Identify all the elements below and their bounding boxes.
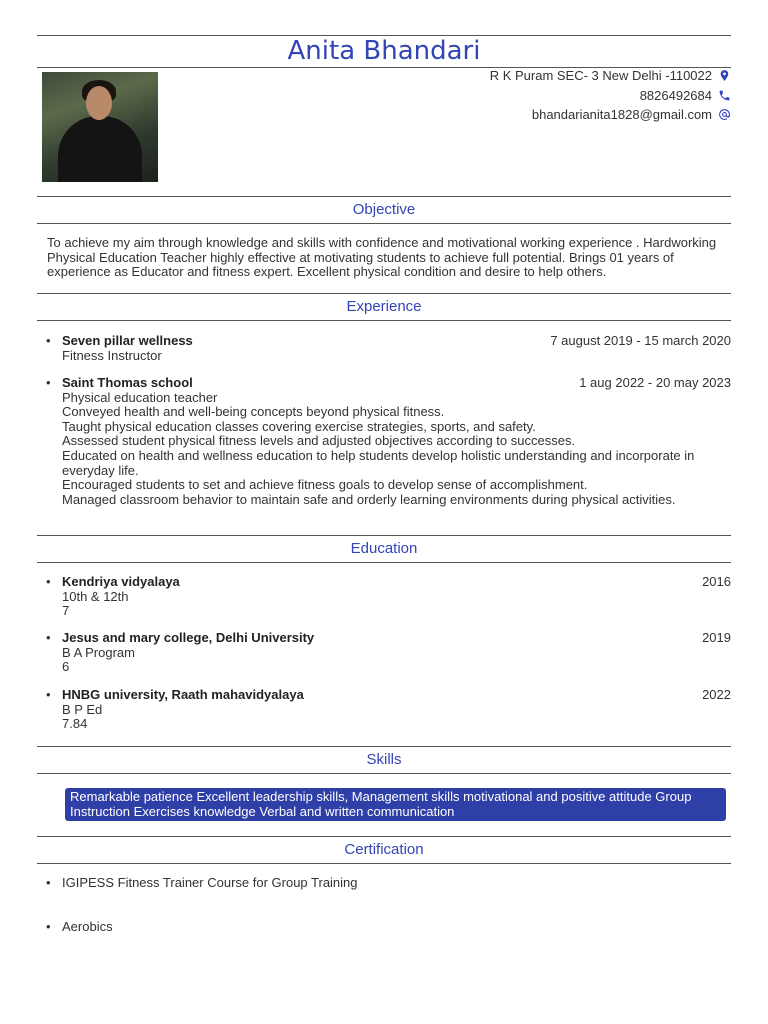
candidate-name: Anita Bhandari xyxy=(287,36,481,66)
experience-item xyxy=(46,333,731,363)
education-score: 6 xyxy=(62,659,70,675)
education-bottom-rule xyxy=(37,562,731,563)
certification-item xyxy=(46,919,731,935)
education-score: 7.84 xyxy=(62,716,88,732)
experience-detail: Conveyed health and well-being concepts beyond physical fitness. xyxy=(62,404,445,420)
experience-dates: 1 aug 2022 - 20 may 2023 xyxy=(579,375,731,390)
education-heading: Education xyxy=(350,540,418,557)
objective-text: To achieve my aim through knowledge and skills with confidence and motivational working experience . Hardworking Physical Education Teacher highly effective at motivating students to achieve full potential. Brings 01 years of experience as Educator and fitness expert. Excellent physical condition and desire to help others. xyxy=(47,235,717,280)
contact-email xyxy=(532,105,731,123)
bullet: • xyxy=(46,919,51,934)
profile-photo xyxy=(42,72,158,182)
skills-box: Remarkable patience Excellent leadership skills, Management skills motivational and positive attitude Group Instruction Exercises knowledge Verbal and written communication xyxy=(65,788,726,821)
education-year: 2016 xyxy=(702,574,731,589)
education-school: Kendriya vidyalaya xyxy=(62,574,180,589)
experience-detail: Assessed student physical fitness levels and adjusted objectives according to successes. xyxy=(62,433,576,449)
certification-item xyxy=(46,875,731,891)
experience-detail: Educated on health and wellness education to help students develop holistic understanding and incorporate in everyday life. xyxy=(62,447,695,478)
certification-label: Aerobics xyxy=(62,919,113,934)
at-icon xyxy=(718,108,731,121)
experience-role: Fitness Instructor xyxy=(62,347,162,363)
contact-phone xyxy=(640,86,731,104)
bullet: • xyxy=(46,630,51,645)
phone-text: 8826492684 xyxy=(639,87,712,103)
experience-org: Saint Thomas school xyxy=(62,375,193,390)
experience-detail: Taught physical education classes covering exercise strategies, sports, and safety. xyxy=(62,418,536,434)
experience-role: Physical education teacher xyxy=(62,389,218,405)
education-program: 10th & 12th xyxy=(62,588,129,604)
objective-bottom-rule xyxy=(37,223,731,224)
education-school: HNBG university, Raath mahavidyalaya xyxy=(62,687,304,702)
email-text: bhandarianita1828@gmail.com xyxy=(531,106,712,122)
objective-heading: Objective xyxy=(352,201,416,218)
education-year: 2022 xyxy=(702,687,731,702)
experience-item xyxy=(46,375,731,507)
bullet: • xyxy=(46,333,51,348)
experience-dates: 7 august 2019 - 15 march 2020 xyxy=(550,333,731,348)
certification-label: IGIPESS Fitness Trainer Course for Group Training xyxy=(62,875,358,890)
bullet: • xyxy=(46,574,51,589)
skills-heading: Skills xyxy=(366,751,402,768)
education-program: B P Ed xyxy=(62,701,103,717)
education-year: 2019 xyxy=(702,630,731,645)
education-score: 7 xyxy=(62,603,70,619)
bullet: • xyxy=(46,687,51,702)
certification-heading: Certification xyxy=(344,841,424,858)
bullet: • xyxy=(46,375,51,390)
education-item xyxy=(46,687,731,732)
contact-address xyxy=(490,66,731,84)
education-item xyxy=(46,574,731,619)
certification-bottom-rule xyxy=(37,863,731,864)
address-text: R K Puram SEC- 3 New Delhi -110022 xyxy=(489,67,712,83)
experience-org: Seven pillar wellness xyxy=(62,333,193,348)
experience-detail: Encouraged students to set and achieve fitness goals to develop sense of accomplishment. xyxy=(62,477,588,493)
education-program: B A Program xyxy=(62,644,135,660)
experience-bottom-rule xyxy=(37,320,731,321)
education-item xyxy=(46,630,731,675)
phone-icon xyxy=(718,89,731,102)
experience-heading: Experience xyxy=(346,298,422,315)
bullet: • xyxy=(46,875,51,890)
education-school: Jesus and mary college, Delhi University xyxy=(62,630,315,645)
skills-bottom-rule xyxy=(37,773,731,774)
location-pin-icon xyxy=(718,69,731,82)
experience-detail: Managed classroom behavior to maintain safe and orderly learning environments during physical activities. xyxy=(62,491,676,507)
